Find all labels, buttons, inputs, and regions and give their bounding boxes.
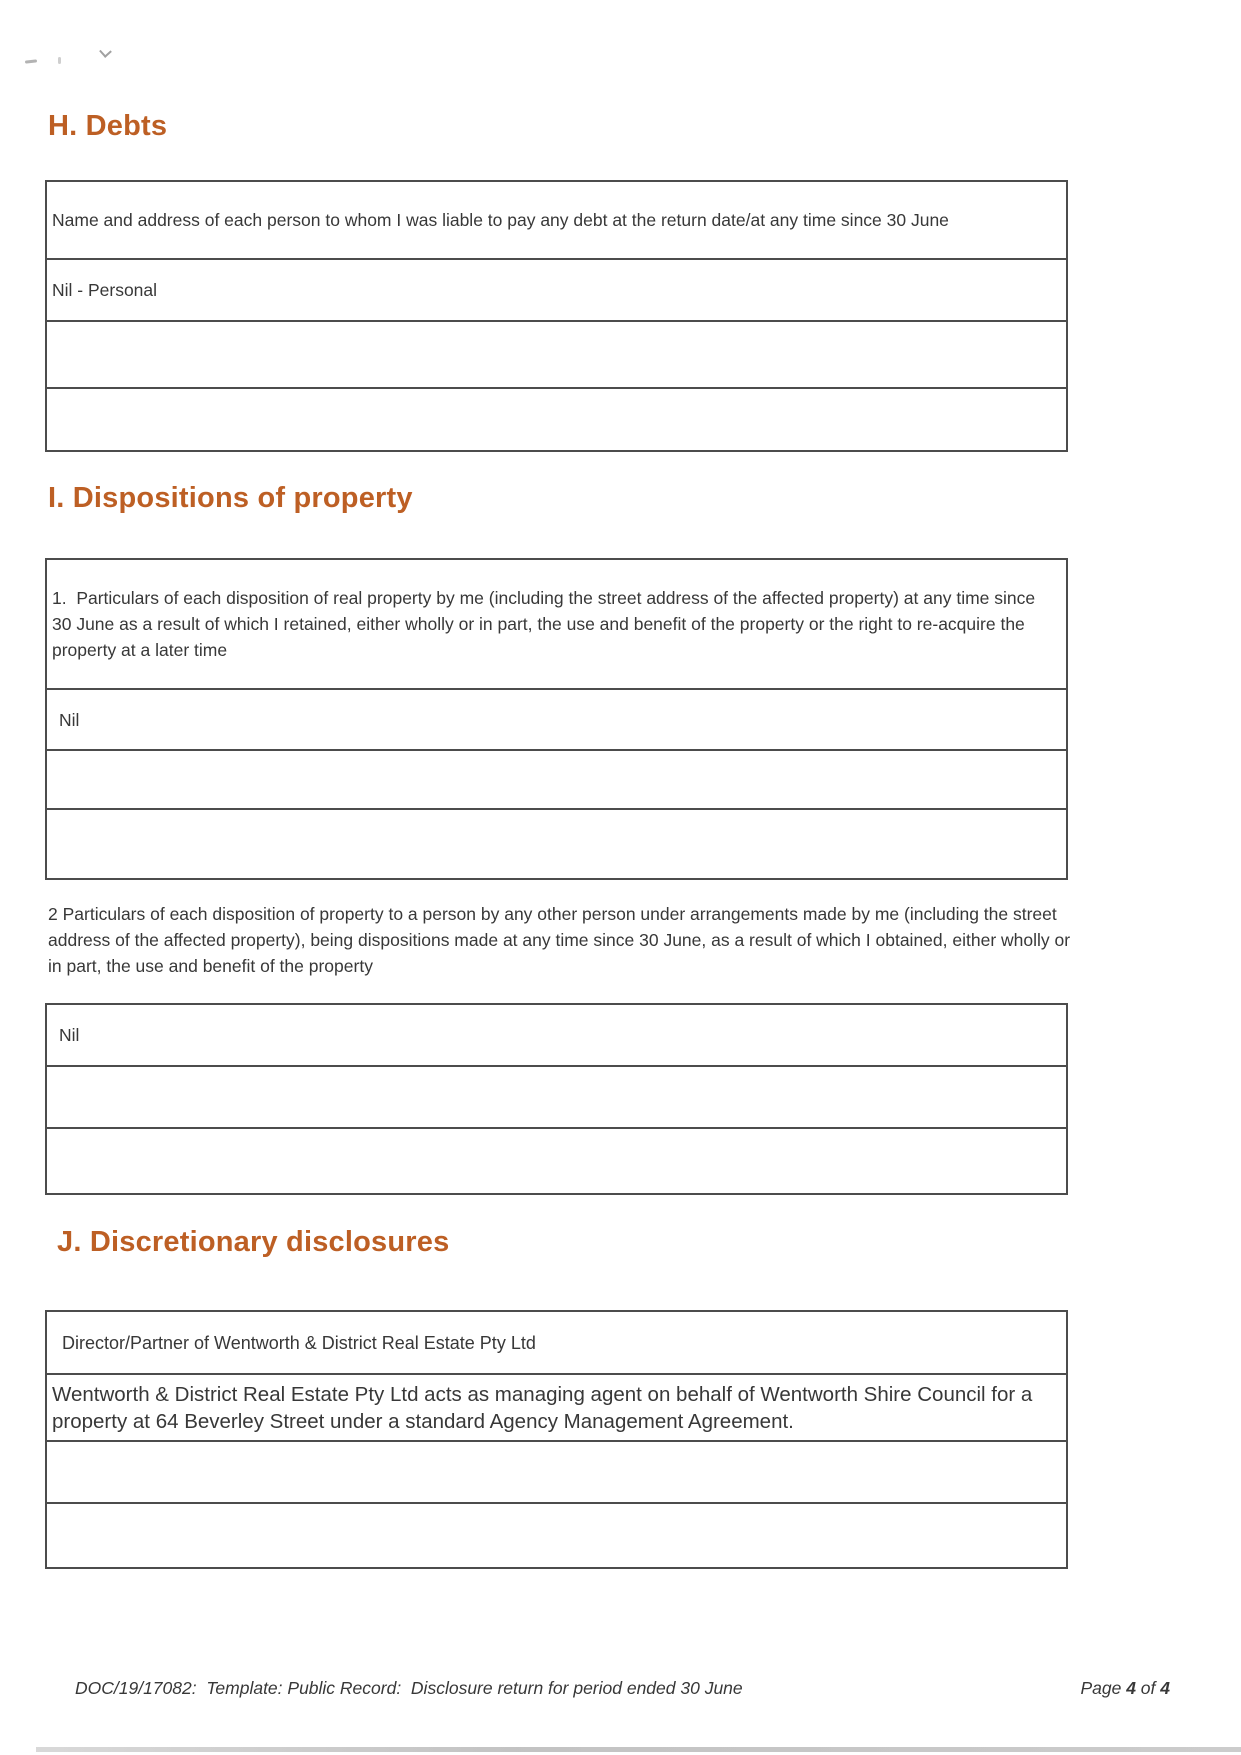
scan-artifact bbox=[99, 45, 112, 58]
scan-artifact bbox=[58, 57, 61, 64]
table-row: Nil bbox=[47, 1005, 1066, 1067]
debts-table bbox=[45, 180, 1068, 452]
table-row: Name and address of each person to whom I was liable to pay any debt at the return date/at any time since 30 June bbox=[47, 182, 1066, 260]
table-row: Nil - Personal bbox=[47, 260, 1066, 322]
section-j-heading: J. Discretionary disclosures bbox=[57, 1226, 450, 1258]
table-row bbox=[47, 389, 1066, 450]
table-row: Nil bbox=[47, 690, 1066, 751]
footer-page-total: 4 bbox=[1160, 1678, 1170, 1698]
table-row: 1. Particulars of each disposition of real property by me (including the street address of the affected property) at any time since 30 June as a result of which I retained, either wholly or in part, the use and benefit of the property or the right to re-acquire the property at a later time bbox=[47, 560, 1066, 690]
section-i-heading: I. Dispositions of property bbox=[48, 482, 413, 514]
table-row bbox=[47, 751, 1066, 810]
page-footer bbox=[45, 1678, 1170, 1699]
table-row bbox=[47, 1067, 1066, 1129]
table-row bbox=[47, 322, 1066, 389]
footer-page-current: 4 bbox=[1126, 1678, 1136, 1698]
scan-artifact bbox=[25, 59, 37, 63]
scan-edge-artifact bbox=[36, 1747, 1241, 1752]
dispositions-table-2 bbox=[45, 1003, 1068, 1195]
section-h-heading: H. Debts bbox=[48, 110, 168, 142]
discretionary-table bbox=[45, 1310, 1068, 1569]
dispositions-item2-text: 2 Particulars of each disposition of property to a person by any other person under arrangements made by me (including the street address of the affected property), being dispositions made at any time since 30 June, as a result of which I obtained, either wholly or in part, the use and benefit of the property bbox=[48, 904, 1075, 976]
table-row bbox=[47, 1442, 1066, 1504]
table-row bbox=[47, 810, 1066, 878]
footer-page-number bbox=[1080, 1678, 1170, 1699]
footer-page-of: of bbox=[1135, 1678, 1161, 1698]
footer-doc-ref: DOC/19/17082: Template: Public Record: Disclosure return for period ended 30 June bbox=[75, 1678, 743, 1698]
table-row bbox=[47, 1129, 1066, 1193]
table-row bbox=[47, 1504, 1066, 1567]
dispositions-table-1 bbox=[45, 558, 1068, 880]
table-row: Director/Partner of Wentworth & District Real Estate Pty Ltd bbox=[47, 1312, 1066, 1375]
table-row: Wentworth & District Real Estate Pty Ltd acts as managing agent on behalf of Wentworth Shire Council for a property at 64 Beverley Street under a standard Agency Management Agreement. bbox=[47, 1375, 1066, 1442]
footer-page-prefix: Page bbox=[1080, 1678, 1127, 1698]
